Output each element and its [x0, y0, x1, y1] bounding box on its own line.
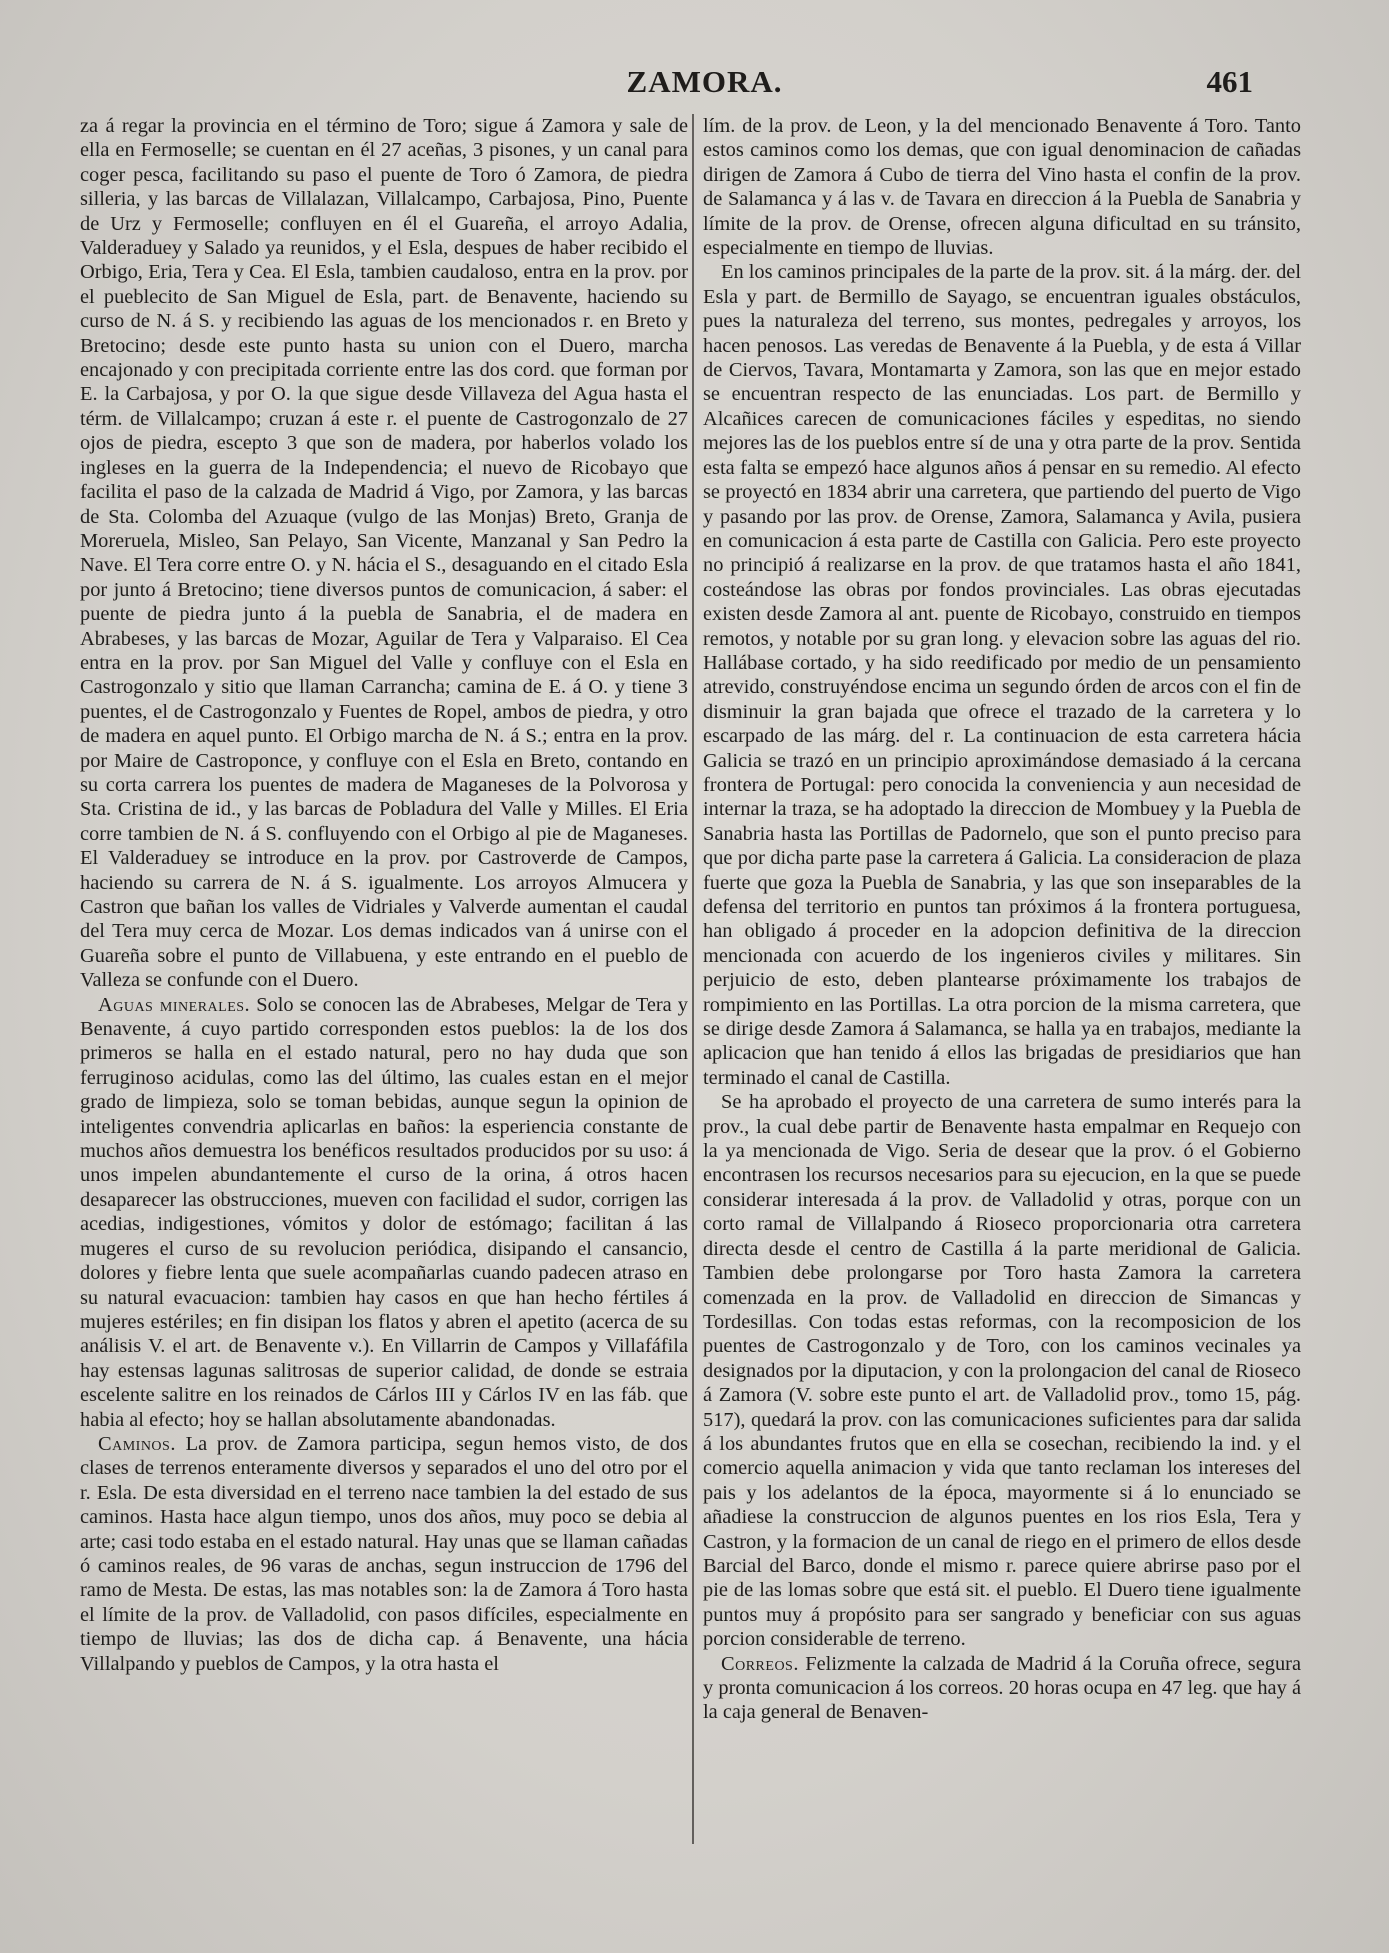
column-divider	[692, 114, 694, 1844]
heading-aguas-minerales: Aguas minerales.	[98, 993, 251, 1016]
right-column	[703, 114, 1301, 1725]
paragraph-aguas-minerales	[80, 993, 688, 1432]
heading-correos: Correos.	[721, 1652, 799, 1675]
paragraph-caminos-cont: lím. de la prov. de Leon, y la del mencionado Benavente á Toro. Tanto estos caminos como los demas, que con igual denominacion de cañadas dirigen de Zamora á Cubo de tierra del Vino hasta el confin de la prov. de Salamanca y á las v. de Tavara en direccion á la Puebla de Sanabria y límite de la prov. de Orense, ofrecen alguna dificultad en su tránsito, especialmente en tiempo de lluvias.	[703, 115, 1301, 260]
paragraph-caminos	[80, 1432, 688, 1676]
text-aguas-minerales: Solo se conocen las de Abrabeses, Melgar de Tera y Benavente, á cuyo partido corresponden estos pueblos: la de los dos primeros se halla en el estado natural, pero no hay duda que son ferruginoso acidulas, como las del último, las cuales estan en el mejor grado de limpieza, solo se toman bebidas, aunque segun la opinion de inteligentes convendria aplicarlas en baños: la esperiencia constante de muchos años demuestra los benéficos resultados producidos por su uso: á unos impelen abundantemente el curso de la orina, á otros hacen desaparecer las obstrucciones, mueven con facilidad el sudor, corrigen las acedias, indigestiones, vómitos y dolor de estómago; facilitan á las mugeres el curso de su revolucion periódica, disipando el cansancio, dolores y fiebre lenta que suele acompañarlas cuando padecen atraso en su natural evacuacion: tambien hay casos en que han hecho fértiles á mujeres estériles; en fin disipan los flatos y abren el apetito (acerca de su análisis V. el art. de Benavente v.). En Villarrin de Campos y Villafáfila hay estensas lagunas salitrosas de superior calidad, de donde se estraia escelente salitre en los reinados de Cárlos III y Cárlos IV en las fáb. que habia al efecto; hoy se hallan absolutamente abandonadas.	[80, 993, 688, 1431]
left-column	[80, 114, 688, 1676]
text-caminos: La prov. de Zamora participa, segun hemos visto, de dos clases de terrenos enteramente diversos y separados el uno del otro por el r. Esla. De esta diversidad en el terreno nace tambien la del estado de sus caminos. Hasta hace algun tiempo, unos dos años, muy poco se debia al arte; casi todo estaba en el estado natural. Hay unas que se llaman cañadas ó caminos reales, de 96 varas de anchas, segun instruccion de 1796 del ramo de Mesta. De estas, las mas notables son: la de Zamora á Toro hasta el límite de la prov. de Valladolid, con pasos difíciles, especialmente en tiempo de lluvias; las dos de dicha cap. á Benavente, una hácia Villalpando y pueblos de Campos, y la otra hasta el	[80, 1432, 688, 1675]
heading-caminos: Caminos.	[98, 1432, 176, 1455]
paragraph-correos	[703, 1652, 1301, 1725]
text-correos: Felizmente la calzada de Madrid á la Coruña ofrece, segura y pronta comunicacion á los correos. 20 horas ocupa en 47 leg. que hay á la caja general de Benaven-	[703, 1652, 1301, 1724]
page-number: 461	[1206, 64, 1253, 99]
paragraph-carretera-benavente: Se ha aprobado el proyecto de una carretera de sumo interés para la prov., la cual debe partir de Benavente hasta empalmar en Requejo con la ya mencionada de Vigo. Seria de desear que la prov. ó el Gobierno encontrasen los recursos necesarios para su ejecucion, en la que se puede considerar interesada á la prov. de Valladolid y otras, porque con un corto ramal de Villalpando á Rioseco proporcionaria otra carretera directa desde el centro de Castilla á la parte meridional de Galicia. Tambien debe prolongarse por Toro hasta Zamora la carretera comenzada en la prov. de Valladolid en direccion de Simancas y Tordesillas. Con todas estas reformas, con la recomposicion de los puentes de Castrogonzalo y de Toro, con los caminos vecinales ya designados por la diputacion, y con la prolongacion del canal de Rioseco á Zamora (V. sobre este punto el art. de Valladolid prov., tomo 15, pág. 517), quedará la prov. con las comunicaciones suficientes para dar salida á los abundantes frutos que en ella se cosechan, recibiendo la ind. y el comercio aquella animacion y vida que tanto reclaman los intereses del pais y los adelantos de la época, mayormente si á lo enunciado se añadiese la construccion de algunos puentes en los rios Esla, Tera y Castron, y la formacion de un canal de riego en el primero de ellos desde Barcial del Barco, donde el mismo r. parece quiere abrirse paso por el pie de las lomas sobre que está sit. el pueblo. El Duero tiene igualmente puntos muy á propósito para ser sangrado y beneficiar con sus aguas porcion considerable de terreno.	[703, 1091, 1301, 1651]
paragraph-rivers: za á regar la provincia en el término de Toro; sigue á Zamora y sale de ella en Fermoselle; se cuentan en él 27 aceñas, 3 pisones, y un canal para coger pesca, facilitando su paso el puente de Toro ó Zamora, de piedra silleria, y las barcas de Villalazan, Villalcampo, Carbajosa, Pino, Puente de Urz y Fermoselle; confluyen en él el Guareña, el arroyo Adalia, Valderaduey y Salado ya reunidos, y el Esla, despues de haber recibido el Orbigo, Eria, Tera y Cea. El Esla, tambien caudaloso, entra en la prov. por el pueblecito de San Miguel de Esla, part. de Benavente, haciendo su curso de N. á S. y recibiendo las aguas de los mencionados r. en Breto y Bretocino; desde este punto hasta su union con el Duero, marcha encajonado y con precipitada corriente entre las dos cord. que forman por E. la Carbajosa, y por O. la que sigue desde Villaveza del Agua hasta el térm. de Villalcampo; cruzan á este r. el puente de Castrogonzalo de 27 ojos de piedra, escepto 3 que son de madera, por haberlos volado los ingleses en la guerra de la Independencia; el nuevo de Ricobayo que facilita el paso de la calzada de Madrid á Vigo, por Zamora, y las barcas de Sta. Colomba del Azuaque (vulgo de las Monjas) Breto, Granja de Moreruela, Misleo, San Pelayo, San Vicente, Manzanal y San Pedro la Nave. El Tera corre entre O. y N. hácia el S., desaguando en el citado Esla por junto á Bretocino; tiene diversos puntos de comunicacion, á saber: el puente de piedra junto á la puebla de Sanabria, el de madera en Abrabeses, y las barcas de Mozar, Aguilar de Tera y Valparaiso. El Cea entra en la prov. por San Miguel del Valle y confluye con el Esla en Castrogonzalo y sitio que llaman Carrancha; camina de E. á O. y tiene 3 puentes, el de Castrogonzalo y Fuentes de Ropel, ambos de piedra, y otro de madera en aquel punto. El Orbigo marcha de N. á S.; entra en la prov. por Maire de Castroponce, y confluye con el Esla en Breto, contando en su corta carrera los puentes de madera de Maganeses de la Polvorosa y Sta. Cristina de id., y las barcas de Pobladura del Valle y Milles. El Eria corre tambien de N. á S. confluyendo con el Orbigo al pie de Maganeses. El Valderaduey se introduce en la prov. por Castroverde de Campos, haciendo su carrera de N. á S. igualmente. Los arroyos Almucera y Castron que bañan los valles de Vidriales y Valverde aumentan el caudal del Tera muy cerca de Mozar. Los demas indicados van á unirse con el Guareña sobre el punto de Villabuena, y este entrando en el pueblo de Valleza se confunde con el Duero.	[80, 115, 688, 992]
page-title: ZAMORA.	[626, 64, 783, 99]
paragraph-caminos-principales: En los caminos principales de la parte de la prov. sit. á la márg. der. del Esla y part. de Bermillo de Sayago, se encuentran iguales obstáculos, pues la naturaleza del terreno, sus montes, pedregales y arroyos, los hacen penosos. Las veredas de Benavente á la Puebla, y de esta á Villar de Ciervos, Tavara, Montamarta y Zamora, son las que en mejor estado se encuentran respecto de las enunciadas. Los part. de Bermillo y Alcañices carecen de comunicaciones fáciles y espeditas, no siendo mejores las de los pueblos entre sí de una y otra parte de la prov. Sentida esta falta se empezó hace algunos años á pensar en su remedio. Al efecto se proyectó en 1834 abrir una carretera, que partiendo del puerto de Vigo y pasando por las prov. de Orense, Zamora, Salamanca y Avila, pusiera en comunicacion á esta parte de Castilla con Galicia. Pero este proyecto no principió á realizarse en la prov. de que tratamos hasta el año 1841, costeándose las obras por fondos provinciales. Las obras ejecutadas existen desde Zamora al ant. puente de Ricobayo, construido en tiempos remotos, y notable por su gran long. y elevacion sobre las aguas del rio. Hallábase cortado, y ha sido reedificado por medio de un pensamiento atrevido, construyéndose encima un segundo órden de arcos con el fin de disminuir la gran bajada que ofrece el trazado de la carretera y lo escarpado de las márg. del r. La continuacion de esta carretera hácia Galicia se trazó en un principio aproximándose demasiado á la cercana frontera de Portugal: pero conocida la conveniencia y aun necesidad de internar la traza, se ha adoptado la direccion de Mombuey y la Puebla de Sanabria hasta las Portillas de Padornelo, que son el punto preciso para que por dicha parte pase la carretera á Galicia. La consideracion de plaza fuerte que goza la Puebla de Sanabria, y las que son inseparables de la defensa del territorio en puntos tan próximos á la frontera portuguesa, han obligado á proceder en la adopcion definitiva de la direccion mencionada con acuerdo de los ingenieros civiles y militares. Sin perjuicio de esto, deben plantearse próximamente los trabajos de rompimiento en las Portillas. La otra porcion de la misma carretera, que se dirige desde Zamora á Salamanca, se halla ya en trabajos, mediante la aplicacion que han tenido á ellos las brigadas de presidiarios que han terminado el canal de Castilla.	[703, 261, 1301, 1089]
